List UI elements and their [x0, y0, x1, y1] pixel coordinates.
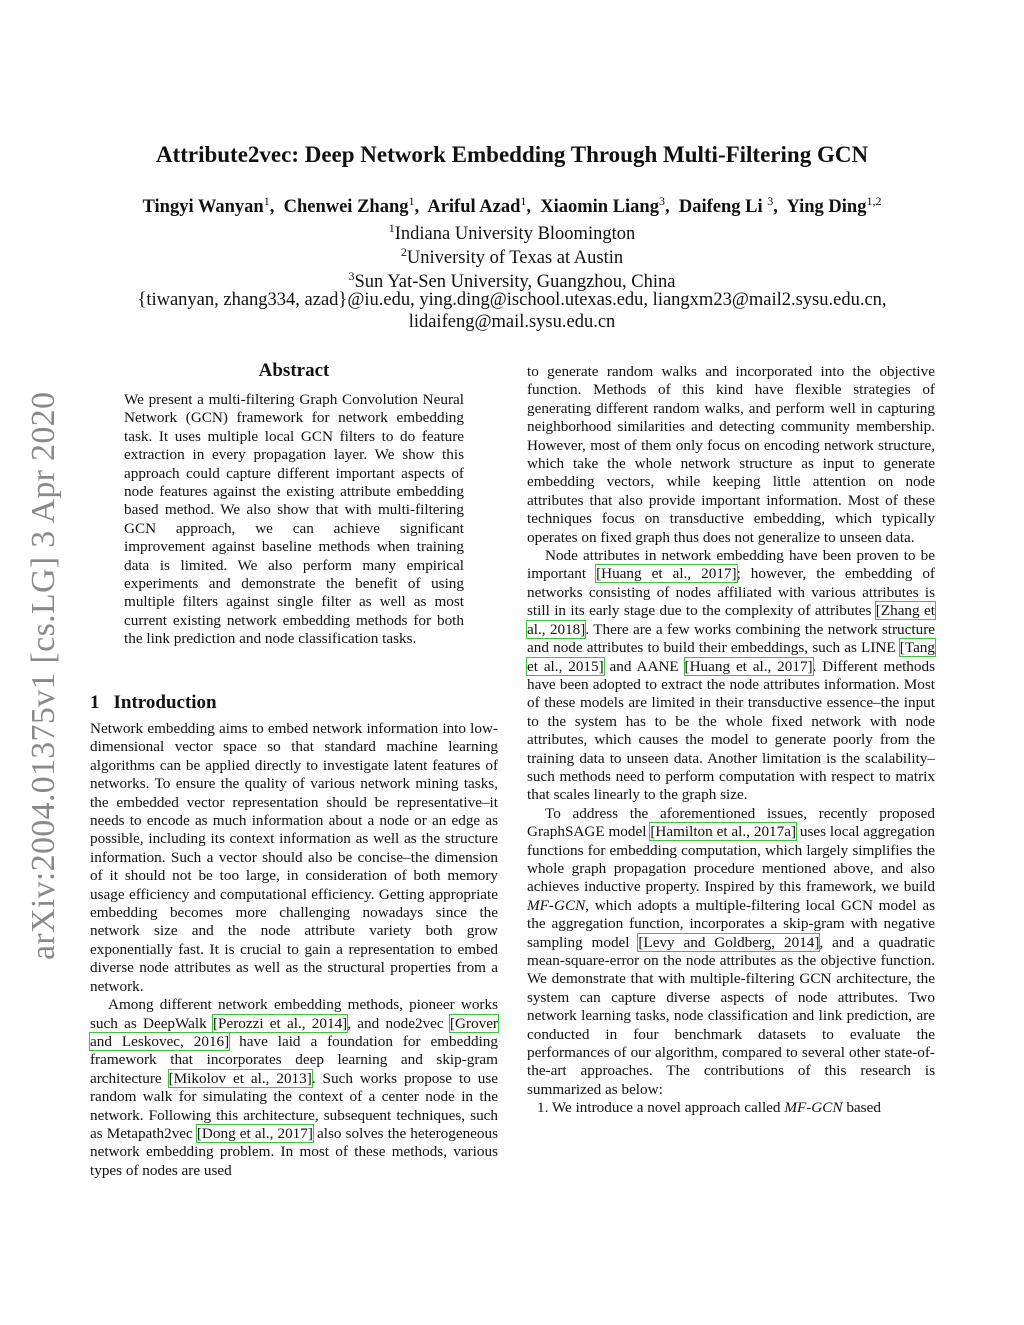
- text-run: ; however, the embedding of networks consisting of nodes affiliated with various attributes is still in its early stage due to the complexity of attributes: [527, 565, 935, 620]
- citation-link[interactable]: [Grover and Leskovec, 2016]: [90, 1014, 498, 1050]
- author-name: Ariful Azad: [427, 197, 521, 218]
- paragraph: [90, 996, 498, 1180]
- paragraph: to generate random walks and incorporated into the objective function. Methods of this kind have flexible strategies of generating different random walks, and perform well in capturing neighborhood similarities and detecting community membership. However, most of them only focus on encoding network structure, which take the whole network structure as input to generate embedding vectors, while keeping little attention on node attributes that also provide important information. Most of these techniques focus on transductive embedding, which typically operates on fixed graph thus does not generalize to unseen data.: [527, 363, 935, 546]
- citation-link[interactable]: [Zhang et al., 2018]: [527, 602, 935, 638]
- author-affiliation-mark: 3: [658, 194, 665, 208]
- affiliation-text: Sun Yat-Sen University, Guangzhou, China: [354, 272, 676, 293]
- text-run: Among different network embedding methods, pioneer works such as DeepWalk: [90, 996, 498, 1032]
- author: [526, 194, 665, 218]
- paper-title: Attribute2vec: Deep Network Embedding Through Multi-Filtering GCN: [155, 142, 869, 167]
- text-run: To address the aforementioned issues, recently proposed GraphSAGE model: [527, 804, 935, 841]
- method-name: MF-GCN: [527, 896, 586, 914]
- list-item: [527, 1099, 935, 1117]
- citation-link[interactable]: [Dong et al., 2017]: [196, 1124, 313, 1142]
- author-affiliation-mark: 1: [408, 194, 415, 208]
- author-name: Daifeng Li: [678, 197, 763, 218]
- text-run: , which adopts a multiple-filtering local GCN model as the aggregation function, incorporates a skip-gram with negative sampling model: [527, 896, 935, 951]
- citation-link[interactable]: [Tang et al., 2015]: [527, 639, 935, 675]
- affiliation-text: Indiana University Bloomington: [394, 224, 636, 245]
- affiliation-mark: 3: [348, 269, 355, 283]
- paragraph: [527, 547, 935, 805]
- text-run: , and node2vec: [347, 1014, 450, 1032]
- author-affiliation-mark: 1: [263, 194, 270, 208]
- text-run: . Different methods have been adopted to extract the node attributes information. Most of these models are limited in their transductive essence–the input to the system has to be the whole fixed network with node attributes, which causes the model to generate poorly from the training data to unseen data. Another limitation is the scalability–such methods need to perform computation with respect to matrix that scales linearly to the graph size.: [527, 657, 935, 804]
- affiliation-mark: 2: [400, 245, 407, 259]
- text-run: Node attributes in network embedding have been proven to be important: [527, 547, 935, 583]
- text-run: We introduce a novel approach called: [551, 1099, 785, 1117]
- author-name: Ying Ding: [786, 197, 867, 218]
- author: [142, 194, 270, 218]
- email-line: {tiwanyan, zhang334, azad}@iu.edu, ying.ding@ischool.utexas.edu, liangxm23@mail2.sysu.edu.cn,: [137, 290, 887, 310]
- citation-link[interactable]: [Perozzi et al., 2014]: [212, 1014, 348, 1032]
- author: [414, 194, 527, 218]
- author-affiliation-mark: 3: [767, 194, 774, 208]
- left-column: [90, 720, 498, 1180]
- list-number: 1.: [537, 1099, 549, 1117]
- author-name: Tingyi Wanyan: [142, 197, 264, 218]
- author-affiliation-mark: 1: [520, 194, 527, 208]
- affiliation-text: University of Texas at Austin: [406, 248, 624, 269]
- text-run: . Such works propose to use random walk for simulating the context of a center node in the network. Following this architecture, subsequent techniques, such as Metapath2vec: [90, 1069, 499, 1142]
- author-affiliation-mark: 1,2: [866, 194, 882, 208]
- citation-link[interactable]: [Huang et al., 2017]: [684, 657, 813, 675]
- paragraph: Network embedding aims to embed network information into low-dimensional vector space so that standard machine learning algorithms can be applied directly to investigate latent features of networks. To ensure the quality of various network mining tasks, the embedded vector representation should be representative–it needs to encode as much information about a node or an edge as possible, including its context information as well as the structure information. Such a vector should also be concise–the dimension of it should not be too large, in consideration of both memory usage efficiency and computational efficiency. Getting appropriate embedding becomes more challenging nowadays since the network size and the node attribute variety both grow exponentially fast. It is crucial to gain a representation to embed diverse node attributes as well as the structural properties from a network.: [90, 720, 498, 995]
- text-run: based: [842, 1099, 881, 1117]
- author-name: Xiaomin Liang: [540, 197, 659, 218]
- text-run: and AANE: [603, 657, 685, 675]
- text-run: have laid a foundation for embedding framework that incorporates deep learning and skip-gram architecture: [90, 1032, 498, 1087]
- abstract-heading: Abstract: [258, 360, 330, 381]
- citation-link[interactable]: [Hamilton et al., 2017a]: [650, 823, 797, 841]
- author: [773, 194, 882, 218]
- author-name: Chenwei Zhang: [283, 197, 409, 218]
- method-name: MF-GCN: [784, 1099, 843, 1117]
- email-line: lidaifeng@mail.sysu.edu.cn: [408, 312, 616, 332]
- text-run: also solves the heterogeneous network embedding problem. In most of these methods, various types of nodes are used: [90, 1124, 498, 1179]
- right-column: [527, 363, 935, 1118]
- citation-link[interactable]: [Levy and Goldberg, 2014]: [638, 933, 820, 951]
- abstract-text: We present a multi-filtering Graph Convolution Neural Network (GCN) framework for network embedding task. It uses multiple local GCN filters to do feature extraction in every propagation layer. We show this approach could capture different important aspects of node features against the existing attribute embedding based method. We also show that with multi-filtering GCN approach, we can achieve significant improvement against baseline methods when training data is limited. We also perform many empirical experiments and demonstrate the benefit of using multiple filters against single filter as well as most current existing network embedding methods for both the link prediction and node classification tasks.: [124, 391, 464, 648]
- section-number: 1: [90, 692, 100, 713]
- section-heading-introduction: [90, 692, 217, 714]
- section-title: Introduction: [113, 692, 217, 713]
- arxiv-id-text: arXiv:2004.01375v1 [cs.LG] 3 Apr 2020: [25, 391, 62, 960]
- citation-link[interactable]: [Huang et al., 2017]: [596, 565, 737, 583]
- citation-link[interactable]: [Mikolov et al., 2013]: [168, 1069, 312, 1087]
- text-run: uses local aggregation functions for embedding computation, which largely simplifies the whole graph propagation procedure mentioned above, and also achieves inductive property. Inspired by this framework, we build: [527, 823, 935, 896]
- arxiv-identifier-stamp: [22, 360, 66, 960]
- affiliation-mark: 1: [388, 221, 395, 235]
- author-list: [0, 189, 1024, 219]
- text-run: . There are a few works combining the network structure and node attributes to build their embeddings, such as LINE: [527, 620, 935, 657]
- paragraph: [527, 805, 935, 1100]
- author: [665, 194, 774, 218]
- author: [270, 194, 415, 218]
- text-run: , and a quadratic mean-square-error on the node attributes as the objective function. We demonstrate that with multiple-filtering GCN architecture, the system can capture diverse aspects of node attributes. Two network learning tasks, node classification and link prediction, are conducted in four benchmark datasets to evaluate the performances of our algorithm, compared to several other state-of-the-art approaches. The contributions of this research is summarized as below:: [527, 933, 936, 1098]
